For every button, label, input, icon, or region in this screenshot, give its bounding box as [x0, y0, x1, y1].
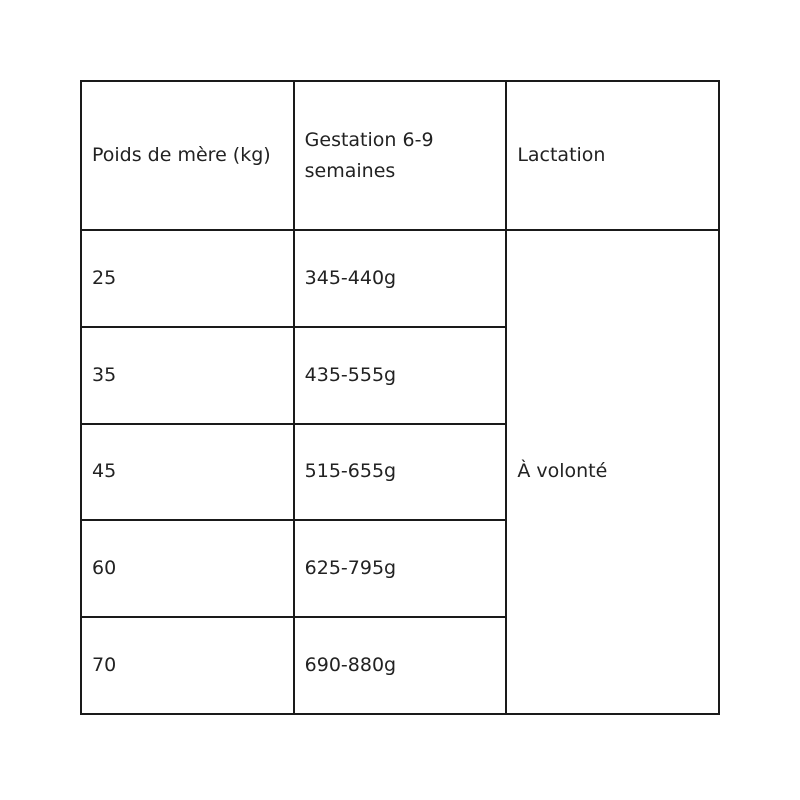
cell-gestation: 345-440g — [294, 230, 507, 327]
table-row — [81, 230, 719, 327]
cell-weight: 35 — [81, 327, 294, 424]
cell-gestation: 690-880g — [294, 617, 507, 714]
cell-lactation: À volonté — [506, 230, 719, 714]
header-lactation: Lactation — [506, 81, 719, 230]
cell-weight: 45 — [81, 424, 294, 521]
cell-gestation: 435-555g — [294, 327, 507, 424]
cell-weight: 70 — [81, 617, 294, 714]
cell-gestation: 515-655g — [294, 424, 507, 521]
cell-weight: 25 — [81, 230, 294, 327]
header-gestation: Gestation 6-9 semaines — [294, 81, 507, 230]
feeding-table — [80, 80, 720, 715]
header-mother-weight: Poids de mère (kg) — [81, 81, 294, 230]
feeding-table-container — [80, 80, 720, 713]
table-header-row — [81, 81, 719, 230]
cell-weight: 60 — [81, 520, 294, 617]
cell-gestation: 625-795g — [294, 520, 507, 617]
